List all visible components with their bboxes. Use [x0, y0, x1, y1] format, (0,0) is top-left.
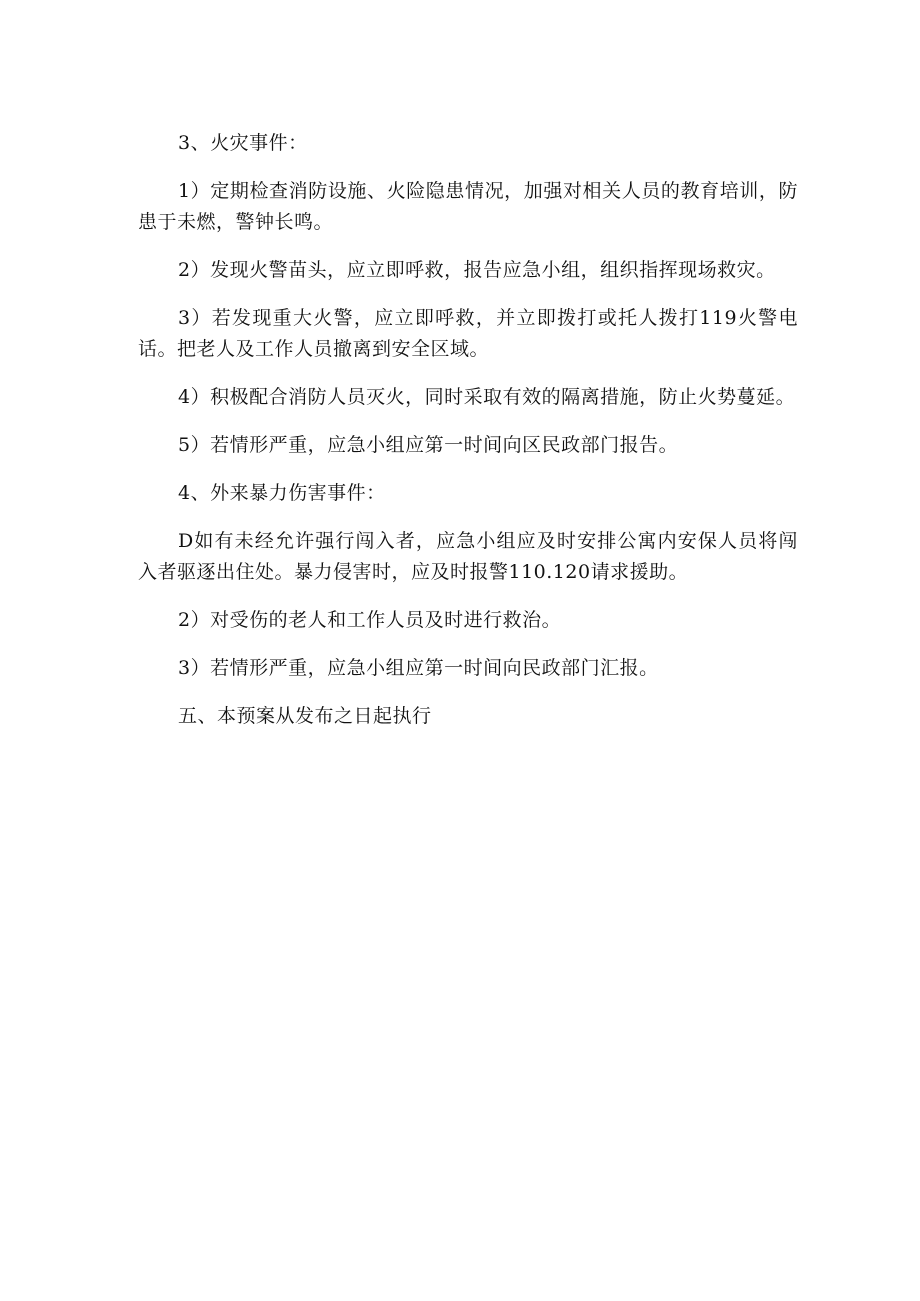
section-heading-violence: 4、外来暴力伤害事件：	[178, 482, 386, 504]
section-heading-fire: 3、火灾事件：	[178, 132, 308, 154]
section-heading-effective: 五、本预案从发布之日起执行	[178, 705, 432, 727]
paragraph-violence-item-3: 3）若情形严重，应急小组应第一时间向民政部门汇报。	[178, 657, 659, 679]
paragraph-fire-item-3: 3）若发现重大火警，应立即呼救，并立即拨打或托人拨打119火警电话。把老人及工作人员撤离到安全区域。	[138, 307, 798, 360]
paragraph-violence-item-2: 2）对受伤的老人和工作人员及时进行救治。	[178, 609, 562, 631]
paragraph-fire-item-4: 4）积极配合消防人员灭火，同时采取有效的隔离措施，防止火势蔓延。	[178, 386, 796, 408]
paragraph-fire-item-1: 1）定期检查消防设施、火险隐患情况，加强对相关人员的教育培训，防患于未燃，警钟长鸣。	[138, 180, 798, 233]
document-body	[138, 128, 798, 749]
paragraph-fire-item-5: 5）若情形严重，应急小组应第一时间向区民政部门报告。	[178, 434, 679, 456]
paragraph-fire-item-2: 2）发现火警苗头，应立即呼救，报告应急小组，组织指挥现场救灾。	[178, 259, 776, 281]
paragraph-violence-item-1: D如有未经允许强行闯入者，应急小组应及时安排公寓内安保人员将闯入者驱逐出住处。暴力侵害时，应及时报警110.120请求援助。	[138, 530, 798, 583]
